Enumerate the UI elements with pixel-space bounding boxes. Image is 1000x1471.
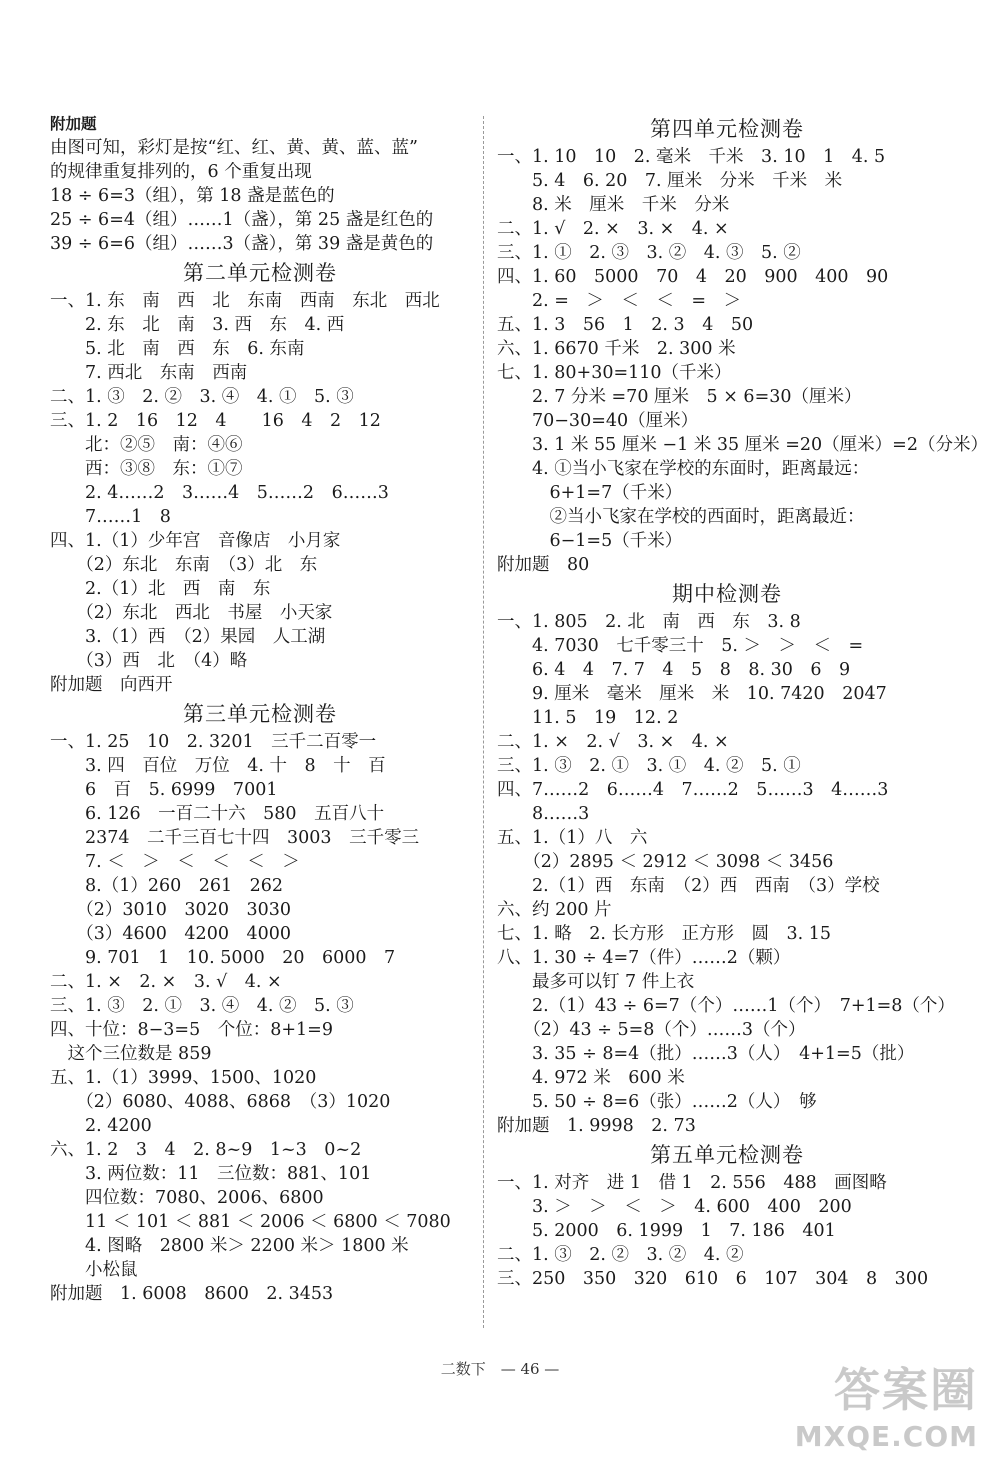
answer-line: 11. 5 19 12. 2: [497, 708, 679, 728]
answer-line: 最多可以钉 7 件上衣: [497, 972, 695, 992]
answer-line: 2. 4200: [50, 1116, 152, 1136]
answer-line: 2.（1）北 西 南 东: [50, 579, 271, 599]
answer-line: 一、1. 10 10 2. 毫米 千米 3. 10 1 4. 5: [497, 147, 886, 167]
answer-line: 八、1. 30 ÷ 4=7（件）……2（颗）: [497, 948, 791, 968]
answer-line: （2）东北 西北 书屋 小天家: [50, 603, 333, 623]
answer-line: 附加题 1. 9998 2. 73: [497, 1116, 696, 1136]
answer-line: 附加题 80: [497, 555, 590, 575]
answer-line: （2）43 ÷ 5=8（个）……3（个）: [497, 1020, 806, 1040]
answer-line: 4. 图略 2800 米＞ 2200 米＞ 1800 米: [50, 1236, 409, 1256]
answer-line: 2374 二千三百七十四 3003 三千零三: [50, 828, 420, 848]
answer-line: 3.（1）西 （2）果园 人工湖: [50, 627, 326, 647]
answer-line: 四、十位：8−3=5 个位：8+1=9: [50, 1020, 333, 1040]
answer-line: 三、1. ③ 2. ① 3. ④ 4. ② 5. ③: [50, 996, 354, 1016]
answer-line: 一、1. 东 南 西 北 东南 西南 东北 西北: [50, 291, 440, 311]
answer-line: 8……3: [497, 804, 590, 824]
answer-line: 2. 4……2 3……4 5……2 6……3: [50, 483, 389, 503]
answer-line: （2）东北 东南 （3）北 东: [50, 555, 318, 575]
answer-line: 9. 厘米 毫米 厘米 米 10. 7420 2047: [497, 684, 887, 704]
answer-line: 7. ＜ ＞ ＜ ＜ ＜ ＞: [50, 852, 300, 872]
answer-line: 一、1. 25 10 2. 3201 三千二百零一: [50, 732, 377, 752]
answer-line: 18 ÷ 6=3（组），第 18 盏是蓝色的: [50, 186, 335, 206]
section-label: 附加题: [50, 115, 97, 133]
answer-line: 2. 7 分米 =70 厘米 5 × 6=30（厘米）: [497, 387, 862, 407]
answer-line: 附加题 1. 6008 8600 2. 3453: [50, 1284, 334, 1304]
section-heading: 期中检测卷: [672, 582, 782, 606]
answer-line: 3. 35 ÷ 8=4（批）……3（人） 4+1=5（批）: [497, 1044, 915, 1064]
answer-line: 6−1=5（千米）: [497, 531, 683, 551]
answer-line: （2）2895 ＜ 2912 ＜ 3098 ＜ 3456: [497, 852, 834, 872]
answer-line: 的规律重复排列的，6 个重复出现: [50, 162, 312, 182]
answer-line: 39 ÷ 6=6（组）……3（盏），第 39 盏是黄色的: [50, 234, 434, 254]
answer-line: 这个三位数是 859: [50, 1044, 212, 1064]
answer-line: 3. 1 米 55 厘米 −1 米 35 厘米 =20（厘米）=2（分米）: [497, 435, 988, 455]
answer-line: 四、1. 60 5000 70 4 20 900 400 90: [497, 267, 889, 287]
answer-line: 6 百 5. 6999 7001: [50, 780, 278, 800]
answer-line: 4. 7030 七千零三十 5. ＞ ＞ ＜ =: [497, 636, 864, 656]
answer-line: 二、1. × 2. √ 3. × 4. ×: [497, 732, 729, 752]
answer-line: 北：②⑤ 南：④⑥: [50, 435, 243, 455]
answer-line: 8.（1）260 261 262: [50, 876, 284, 896]
answer-line: 4. ①当小飞家在学校的东面时，距离最远：: [497, 459, 870, 479]
watermark: [795, 1354, 978, 1453]
answer-line: 2.（1）西 东南 （2）西 西南 （3）学校: [497, 876, 880, 896]
answer-line: 小松鼠: [50, 1260, 138, 1280]
answer-line: （2）6080、4088、6868 （3）1020: [50, 1092, 391, 1112]
answer-line: 五、1.（1）八 六: [497, 828, 648, 848]
answer-line: 六、1. 6670 千米 2. 300 米: [497, 339, 736, 359]
answer-line: 5. 北 南 西 东 6. 东南: [50, 339, 305, 359]
column-divider: [483, 116, 484, 1328]
answer-line: 二、1. ③ 2. ② 3. ② 4. ②: [497, 1245, 744, 1265]
answer-line: 六、约 200 片: [497, 900, 612, 920]
answer-line: 西：③⑧ 东：①⑦: [50, 459, 243, 479]
answer-line: 70−30=40（厘米）: [497, 411, 699, 431]
answer-line: 二、1. × 2. × 3. √ 4. ×: [50, 972, 282, 992]
answer-line: 8. 米 厘米 千米 分米: [497, 195, 730, 215]
answer-line: 6. 4 4 7. 7 4 5 8 8. 30 6 9: [497, 660, 851, 680]
answer-line: 四、7……2 6……4 7……2 5……3 4……3: [497, 780, 889, 800]
answer-line: 5. 2000 6. 1999 1 7. 186 401: [497, 1221, 836, 1241]
answer-line: 一、1. 805 2. 北 南 西 东 3. 8: [497, 612, 801, 632]
answer-line: 5. 4 6. 20 7. 厘米 分米 千米 米: [497, 171, 843, 191]
answer-line: 三、1. 2 16 12 4 16 4 2 12: [50, 411, 381, 431]
answer-line: 3. 两位数：11 三位数：881、101: [50, 1164, 372, 1184]
answer-line: 三、1. ③ 2. ① 3. ① 4. ② 5. ①: [497, 756, 801, 776]
section-heading: 第三单元检测卷: [183, 702, 337, 726]
answer-line: 6. 126 一百二十六 580 五百八十: [50, 804, 385, 824]
answer-line: （2）3010 3020 3030: [50, 900, 291, 920]
answer-line: 9. 701 1 10. 5000 20 6000 7: [50, 948, 396, 968]
answer-line: （3）西 北 （4）略: [50, 651, 248, 671]
answer-line: 由图可知，彩灯是按“红、红、黄、黄、蓝、蓝”: [50, 138, 418, 158]
answer-line: 2. 东 北 南 3. 西 东 4. 西: [50, 315, 345, 335]
answer-line: 七、1. 略 2. 长方形 正方形 圆 3. 15: [497, 924, 832, 944]
page-footer: 二数下 — 46 —: [440, 1360, 560, 1378]
left-column: [50, 112, 470, 1306]
answer-line: 三、1. ① 2. ③ 3. ② 4. ③ 5. ②: [497, 243, 801, 263]
right-column: [497, 112, 988, 1291]
answer-line: 2. = ＞ ＜ ＜ = ＞: [497, 291, 742, 311]
section-heading: 第五单元检测卷: [650, 1143, 804, 1167]
answer-line: 二、1. √ 2. × 3. × 4. ×: [497, 219, 729, 239]
answer-line: 三、250 350 320 610 6 107 304 8 300: [497, 1269, 929, 1289]
watermark-logo: 答案圈: [834, 1363, 978, 1417]
answer-line: 四位数：7080、2006、6800: [50, 1188, 324, 1208]
answer-line: 2.（1）43 ÷ 6=7（个）……1（个） 7+1=8（个）: [497, 996, 955, 1016]
answer-line: 五、1. 3 56 1 2. 3 4 50: [497, 315, 754, 335]
answer-line: 11 ＜ 101 ＜ 881 ＜ 2006 ＜ 6800 ＜ 7080: [50, 1212, 451, 1232]
section-heading: 第四单元检测卷: [650, 117, 804, 141]
answer-line: ②当小飞家在学校的西面时，距离最近：: [497, 507, 865, 527]
answer-line: 25 ÷ 6=4（组）……1（盏），第 25 盏是红色的: [50, 210, 434, 230]
answer-line: 七、1. 80+30=110（千米）: [497, 363, 732, 383]
watermark-url: MXQE.COM: [794, 1420, 978, 1453]
answer-line: 四、1.（1）少年宫 音像店 小月家: [50, 531, 341, 551]
answer-line: 3. ＞ ＞ ＜ ＞ 4. 600 400 200: [497, 1197, 852, 1217]
answer-line: 7. 西北 东南 西南: [50, 363, 248, 383]
answer-line: 5. 50 ÷ 8=6（张）……2（人） 够: [497, 1092, 817, 1112]
answer-line: 六、1. 2 3 4 2. 8~9 1~3 0~2: [50, 1140, 362, 1160]
answer-line: 6+1=7（千米）: [497, 483, 683, 503]
answer-line: 一、1. 对齐 进 1 借 1 2. 556 488 画图略: [497, 1173, 887, 1193]
answer-line: 二、1. ③ 2. ② 3. ④ 4. ① 5. ③: [50, 387, 354, 407]
answer-line: 7……1 8: [50, 507, 171, 527]
answer-line: （3）4600 4200 4000: [50, 924, 291, 944]
answer-line: 五、1.（1）3999、1500、1020: [50, 1068, 317, 1088]
answer-line: 附加题 向西开: [50, 675, 173, 695]
answer-line: 3. 四 百位 万位 4. 十 8 十 百: [50, 756, 386, 776]
section-heading: 第二单元检测卷: [183, 261, 337, 285]
answer-line: 4. 972 米 600 米: [497, 1068, 685, 1088]
